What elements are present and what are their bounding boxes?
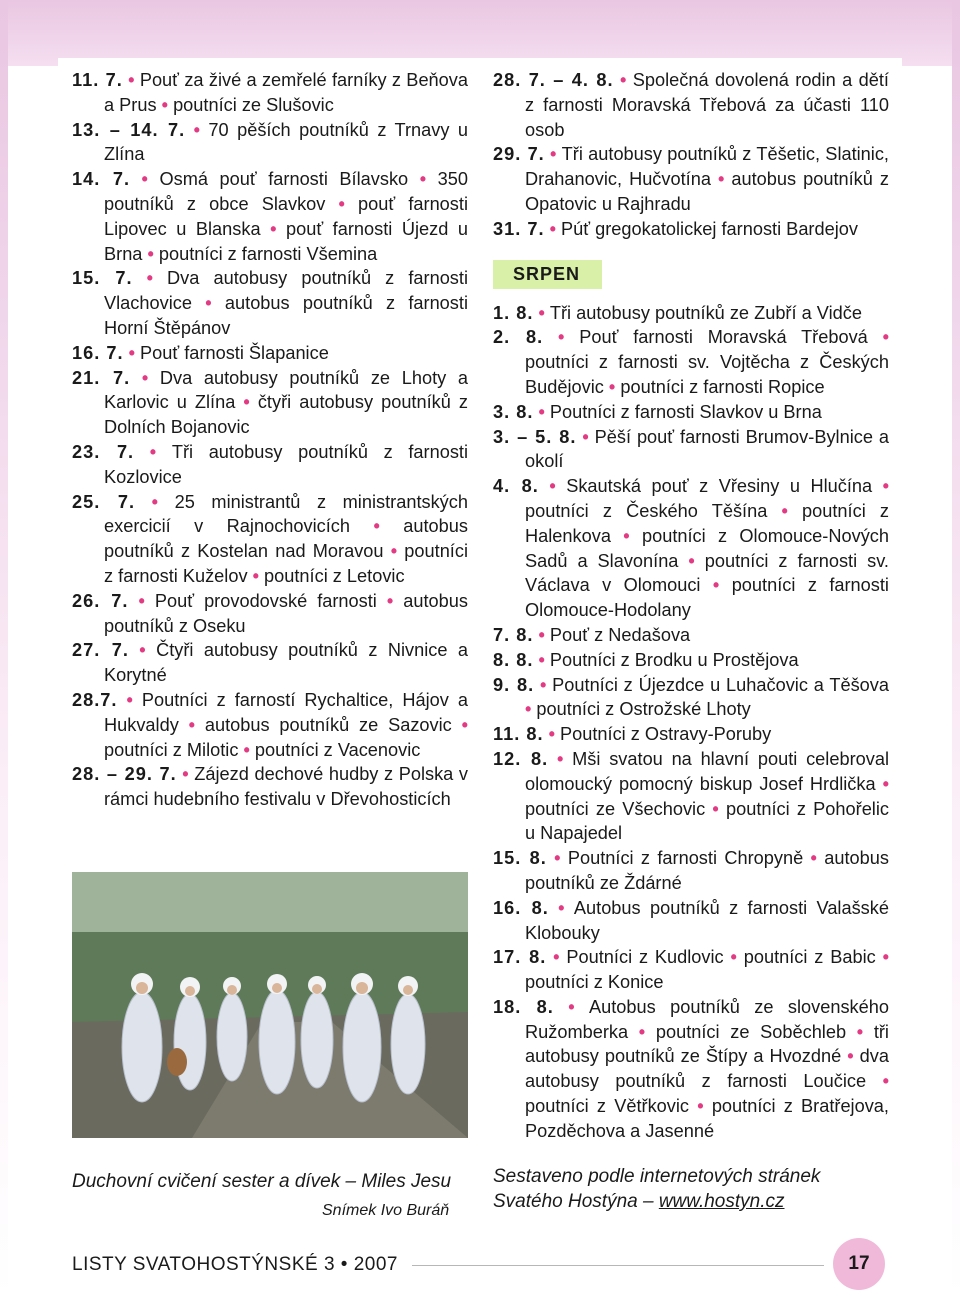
entry-item: poutníci z Konice <box>525 972 664 993</box>
entry-item: Společná dovolená rodin a dětí z farnosti Moravská Třebová za účasti 110 osob <box>525 70 889 140</box>
schedule-entry <box>72 167 468 266</box>
bullet-separator: • <box>678 550 705 571</box>
bullet-separator: • <box>132 268 168 289</box>
bullet-separator: • <box>553 996 589 1017</box>
bullet-separator: • <box>767 500 803 521</box>
bullet-separator: • <box>543 327 580 348</box>
entry-date: 2. 8. <box>493 327 544 348</box>
entry-item: pouť farnosti Újezd u Brna <box>104 218 468 264</box>
entry-item: Poutníci z Ostravy-Poruby <box>560 724 772 745</box>
bullet-separator: • <box>866 1071 889 1092</box>
entry-date: 18. 8. <box>493 996 554 1017</box>
schedule-entry <box>72 589 468 639</box>
bullet-separator: • <box>803 848 825 869</box>
schedule-entry <box>493 648 889 673</box>
photo-caption: Duchovní cvičení sester a dívek – Miles Jesu <box>72 1171 452 1192</box>
bullet-separator: • <box>191 293 225 314</box>
entry-date: 7. 8. <box>493 624 534 645</box>
entry-date: 21. 7. <box>72 367 131 388</box>
bullet-separator: • <box>525 699 537 720</box>
entry-date: 12. 8. <box>493 748 549 769</box>
bullet-separator: • <box>130 169 160 190</box>
bullet-separator: • <box>176 764 195 785</box>
schedule-entry <box>72 118 468 168</box>
right-border <box>952 0 960 1297</box>
entry-date: 15. 7. <box>72 268 133 289</box>
schedule-entry <box>72 68 468 118</box>
schedule-entry <box>493 945 889 995</box>
entry-date: 8. 8. <box>493 649 534 670</box>
entry-item: Poutníci z Brodku u Prostějova <box>549 649 799 670</box>
entry-item: Tři autobusy poutníků z farnosti Kozlovice <box>104 441 469 487</box>
bullet-separator: • <box>603 376 621 397</box>
bullet-separator: • <box>628 1021 656 1042</box>
schedule-entry <box>493 896 889 946</box>
entry-item: Dva autobusy poutníků ze Lhoty a Karlovic u Zlína <box>104 367 469 413</box>
entry-item: 25 ministrantů z ministrantských exercicií v Rajnochovicích <box>104 491 468 537</box>
bullet-separator: • <box>156 94 174 115</box>
schedule-entry <box>72 366 468 440</box>
entry-item: Skautská pouť z Vřesiny u Hlučína <box>566 476 873 497</box>
entry-item: Poutníci z farností Rychaltice, Hájov a Hukvaldy <box>104 689 469 735</box>
entry-item: Zájezd dechové hudby z Polska v rámci hudebního festivalu v Dřevohosticích <box>104 764 469 810</box>
bullet-separator: • <box>548 897 574 918</box>
bullet-separator: • <box>142 243 159 264</box>
entry-item: autobus poutníků z farnosti Horní Štěpánov <box>104 293 468 338</box>
entry-item: poutníci z Halenkova <box>525 500 889 546</box>
bullet-separator: • <box>123 342 140 363</box>
schedule-entry <box>72 688 468 762</box>
schedule-entry <box>72 266 468 340</box>
entry-item: Osmá pouť farnosti Bílavsko <box>159 169 409 190</box>
august-entries <box>493 301 889 1144</box>
entry-item: Mši svatou na hlavní pouti celebroval olomoucký pomocný biskup Josef Hrdlička <box>525 748 889 794</box>
schedule-entry <box>72 638 468 688</box>
entry-item: poutníci z Vacenovic <box>254 739 421 760</box>
entry-item: Dva autobusy poutníků z farnosti Vlachovice <box>104 268 468 314</box>
entry-item: Pouť za živé a zemřelé farníky z Beňova a Prus <box>104 70 468 115</box>
bullet-separator: • <box>135 491 175 512</box>
left-column <box>72 68 468 812</box>
entry-date: 28.7. <box>72 689 118 710</box>
photo-nuns-procession <box>72 872 468 1138</box>
entry-date: 9. 8. <box>493 674 535 695</box>
entry-item: poutníci z farnosti Kuželov <box>104 541 468 586</box>
schedule-entry <box>493 217 889 242</box>
bullet-separator: • <box>376 590 404 611</box>
bullet-separator: • <box>533 302 550 323</box>
entry-item: poutníci ze Všechovic <box>525 798 706 819</box>
entry-item: autobus poutníků z Opatovic u Rajhradu <box>525 169 889 214</box>
entry-date: 27. 7. <box>72 640 129 661</box>
entry-item: poutníci ze Slušovic <box>173 94 334 115</box>
bullet-separator: • <box>408 169 438 190</box>
entry-item: poutníci z Babic <box>743 947 876 968</box>
schedule-entry <box>493 425 889 475</box>
entry-item: Poutníci z Kudlovic <box>566 947 724 968</box>
schedule-entry <box>72 490 468 589</box>
bullet-separator: • <box>710 169 732 190</box>
photo-illustration <box>72 872 468 1138</box>
entry-item: poutníci z Ostrožské Lhoty <box>536 699 751 720</box>
entry-date: 14. 7. <box>72 169 130 190</box>
schedule-entry <box>493 673 889 723</box>
entry-item: dva autobusy poutníků z farnosti Loučice <box>525 1046 889 1092</box>
entry-date: 25. 7. <box>72 491 136 512</box>
bullet-separator: • <box>117 689 142 710</box>
entry-item: Pouť provodovské farnosti <box>154 590 377 611</box>
footer-divider <box>412 1265 824 1266</box>
entry-item: poutníci z Milotic <box>104 739 239 760</box>
schedule-entry <box>72 440 468 490</box>
entry-item: autobus poutníků z Kostelan nad Moravou <box>104 516 468 562</box>
bullet-separator: • <box>134 441 172 462</box>
bullet-separator: • <box>544 218 561 239</box>
bullet-separator: • <box>872 476 889 497</box>
entry-item: Autobus poutníků ze slovenského Ružomberka <box>525 996 889 1042</box>
bullet-separator: • <box>235 392 258 413</box>
schedule-entry <box>493 301 889 326</box>
bullet-separator: • <box>383 541 405 562</box>
bullet-separator: • <box>841 1046 860 1067</box>
bullet-separator: • <box>689 1096 712 1117</box>
entry-item: poutníci z farnosti sv. Václava v Olomouci <box>525 550 889 596</box>
schedule-entry <box>493 623 889 648</box>
bullet-separator: • <box>128 640 157 661</box>
bullet-separator: • <box>260 218 286 239</box>
schedule-entry <box>493 68 889 142</box>
entry-item: poutníci ze Soběchleb <box>655 1021 847 1042</box>
entry-date: 31. 7. <box>493 218 545 239</box>
entry-item: 350 poutníků z obce Slavkov <box>104 169 468 214</box>
left-border <box>0 0 8 1297</box>
bullet-separator: • <box>538 476 567 497</box>
entry-date: 26. 7. <box>72 590 129 611</box>
entry-date: 29. 7. <box>493 144 545 165</box>
bullet-separator: • <box>613 70 633 90</box>
entry-item: Poutníci z Újezdce u Luhačovic a Těšova <box>552 674 889 695</box>
entry-item: poutníci z Letovic <box>264 565 405 586</box>
bullet-separator: • <box>533 649 550 670</box>
schedule-entry <box>493 400 889 425</box>
entry-date: 13. – 14. 7. <box>72 119 186 140</box>
bullet-separator: • <box>238 739 255 760</box>
entry-item: poutníci z farnosti Ropice <box>620 376 825 397</box>
bullet-separator: • <box>128 590 155 611</box>
entry-date: 11. 8. <box>493 724 544 745</box>
bullet-separator: • <box>185 119 209 140</box>
entry-date: 16. 7. <box>72 342 124 363</box>
entry-item: poutníci z farnosti Všemina <box>158 243 378 264</box>
bullet-separator: • <box>723 947 744 968</box>
bullet-separator: • <box>875 947 889 968</box>
schedule-entry <box>493 722 889 747</box>
entry-item: čtyři autobusy poutníků z Dolních Bojanovic <box>104 392 469 438</box>
bullet-separator: • <box>534 674 553 695</box>
entry-item: Autobus poutníků z farnosti Valašské Klobouky <box>525 897 889 943</box>
entry-item: Poutníci z farnosti Slavkov u Brna <box>549 401 822 422</box>
schedule-entry <box>493 846 889 896</box>
schedule-entry <box>493 325 889 399</box>
entry-item: poutníci z farnosti sv. Vojtěcha z Českých Budějovic <box>525 352 889 397</box>
entry-item: tři autobusy poutníků ze Štípy a Hvozdné <box>525 1021 889 1067</box>
schedule-entry <box>493 995 889 1144</box>
entry-date: 16. 8. <box>493 897 549 918</box>
entry-date: 23. 7. <box>72 441 135 462</box>
entry-date: 3. 8. <box>493 401 534 422</box>
entry-item: poutníci z Pohořelic u Napajedel <box>525 798 889 844</box>
schedule-entry <box>493 747 889 846</box>
page-number-badge: 17 <box>833 1238 885 1290</box>
bullet-separator: • <box>576 426 595 447</box>
bullet-separator: • <box>546 947 567 968</box>
entry-date: 4. 8. <box>493 476 539 497</box>
bullet-separator: • <box>543 724 560 745</box>
entry-item: Pouť farnosti Moravská Třebová <box>579 327 868 348</box>
entry-item: Pouť z Nedašova <box>549 624 691 645</box>
month-badge: SRPEN <box>493 260 602 289</box>
entry-item: poutníci z farnosti Olomouce-Hodolany <box>525 575 889 621</box>
schedule-entry <box>72 341 468 366</box>
schedule-entry <box>72 762 468 812</box>
bullet-separator: • <box>544 144 562 165</box>
bullet-separator: • <box>130 367 160 388</box>
entry-item: poutníci z Větřkovic <box>525 1096 690 1117</box>
bullet-separator: • <box>700 575 732 596</box>
entry-date: 17. 8. <box>493 947 547 968</box>
entry-item: Pouť farnosti Šlapanice <box>140 342 329 363</box>
entry-item: autobus poutníků z Oseku <box>104 590 468 636</box>
bullet-separator: • <box>533 401 550 422</box>
entry-date: 3. – 5. 8. <box>493 426 577 447</box>
source-note <box>493 1164 889 1214</box>
entry-item: poutníci z Českého Těšína <box>525 500 768 521</box>
photo-credit: Snímek Ivo Buráň <box>322 1202 450 1219</box>
entry-item: Poutníci z farnosti Chropyně <box>567 848 804 869</box>
entry-date: 28. 7. – 4. 8. <box>493 70 614 90</box>
right-column <box>493 68 889 1144</box>
entry-date: 1. 8. <box>493 302 534 323</box>
entry-item: Tři autobusy poutníků z Těšetic, Slatinic, Drahanovic, Hučvotína <box>525 144 889 190</box>
bullet-separator: • <box>451 714 468 735</box>
schedule-entry <box>493 474 889 623</box>
entry-item: 70 pěších poutníků z Trnavy u Zlína <box>104 119 468 165</box>
entry-date: 28. – 29. 7. <box>72 764 177 785</box>
publication-title: LISTY SVATOHOSTÝNSKÉ 3 • 2007 <box>72 1254 398 1275</box>
entry-item: autobus poutníků ze Ždárné <box>525 848 889 893</box>
bullet-separator: • <box>867 327 890 348</box>
entry-item: Čtyři autobusy poutníků z Nivnice a Korytné <box>104 640 468 686</box>
entry-date: 15. 8. <box>493 848 547 869</box>
bullet-separator: • <box>122 70 140 90</box>
bullet-separator: • <box>178 714 205 735</box>
entry-item: poutníci z Bratřejova, Pozděchova a Jasenné <box>525 1096 889 1141</box>
entry-item: Pěší pouť farnosti Brumov-Bylnice a okolí <box>525 426 889 472</box>
bullet-separator: • <box>705 798 726 819</box>
source-link[interactable]: www.hostyn.cz <box>658 1191 785 1212</box>
source-text: Sestaveno podle internetových stránek Svatého Hostýna – <box>493 1166 821 1212</box>
entry-item: autobus poutníků ze Sazovic <box>204 714 452 735</box>
bullet-separator: • <box>325 193 359 214</box>
bullet-separator: • <box>533 624 550 645</box>
bullet-separator: • <box>546 848 568 869</box>
entry-date: 11. 7. <box>72 70 123 90</box>
entry-item: Tři autobusy poutníků ze Zubří a Vidče <box>549 302 862 323</box>
entry-item: Púť gregokatolickej farnosti Bardejov <box>561 218 858 239</box>
bullet-separator: • <box>247 565 265 586</box>
bullet-separator: • <box>846 1021 874 1042</box>
entry-item: poutníci z Olomouce-Nových Sadů a Slavonína <box>525 525 889 571</box>
bullet-separator: • <box>350 516 404 537</box>
bullet-separator: • <box>610 525 642 546</box>
entry-item: pouť farnosti Lipovec u Blanska <box>104 193 468 239</box>
top-band <box>0 0 960 66</box>
bullet-separator: • <box>548 748 573 769</box>
schedule-entry <box>493 142 889 216</box>
bullet-separator: • <box>875 773 889 794</box>
july-entries <box>493 68 889 242</box>
